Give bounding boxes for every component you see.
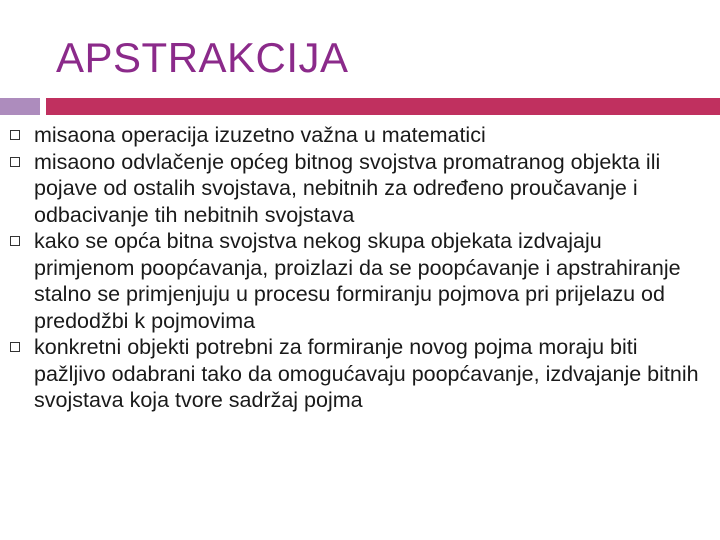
accent-bar-small	[0, 98, 40, 115]
accent-bar-large	[46, 98, 720, 115]
square-bullet-icon	[10, 342, 20, 352]
bullet-item	[0, 228, 720, 334]
square-bullet-icon	[10, 236, 20, 246]
bullet-text: konkretni objekti potrebni za formiranje novog pojma moraju biti pažljivo odabrani tako da omogućavaju poopćavanje, izdvajanje bitnih svojstava koja tvore sadržaj pojma	[34, 335, 699, 412]
bullet-item	[0, 334, 720, 414]
bullet-item	[0, 149, 720, 229]
bullet-item	[0, 122, 720, 149]
slide-title: APSTRAKCIJA	[56, 34, 349, 81]
bullet-text: misaona operacija izuzetno važna u matematici	[34, 123, 486, 147]
square-bullet-icon	[10, 130, 20, 140]
bullet-list	[0, 122, 720, 414]
square-bullet-icon	[10, 157, 20, 167]
bullet-text: kako se opća bitna svojstva nekog skupa objekata izdvajaju primjenom poopćavanja, proizlazi da se poopćavanje i apstrahiranje stalno se primjenjuju u procesu formiranju pojmova pri prijelazu od predodžbi k pojmovima	[34, 229, 681, 333]
bullet-text: misaono odvlačenje općeg bitnog svojstva promatranog objekta ili pojave od ostalih svojstava, nebitnih za određeno proučavanje i odbacivanje tih nebitnih svojstava	[34, 149, 661, 227]
